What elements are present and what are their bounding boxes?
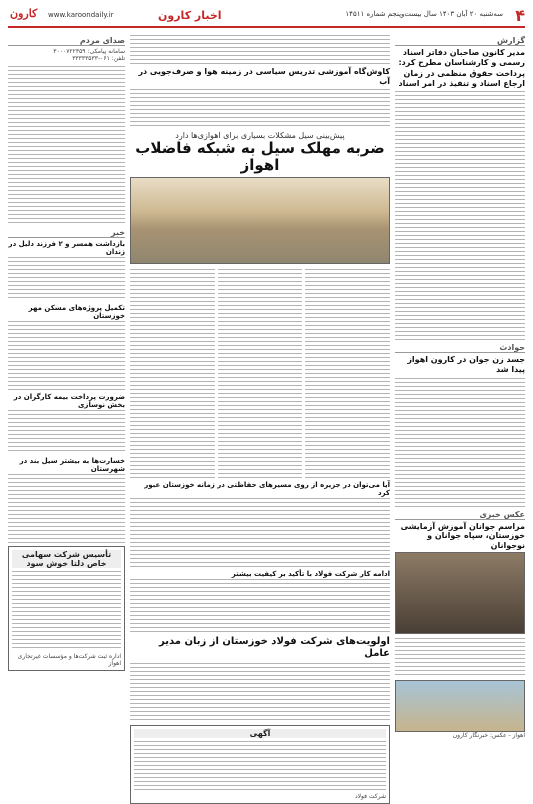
news-photo — [395, 552, 525, 634]
section-label: خبر — [8, 228, 125, 238]
masthead — [8, 6, 525, 28]
article-text — [8, 409, 125, 454]
headline: کاوش‌گاه آموزشی تدریس سیاسی در زمینه هوا و صرف‌جویی در آب — [138, 67, 390, 86]
article-text — [305, 268, 390, 478]
headline: خسارت‌ها به بیشتر سیل بند در شهرستان — [19, 457, 125, 473]
newspaper-logo: کارون — [10, 7, 38, 20]
phone-line: تلفن: ۰۶۱-۳۳۳۳۳۵۳۳ — [72, 55, 125, 62]
article-text — [130, 34, 390, 64]
right-column — [395, 34, 525, 772]
article-text — [8, 256, 125, 301]
ad-text — [134, 740, 386, 790]
section-title: اخبار کارون — [158, 9, 222, 22]
website: www.karoondaily.ir — [48, 11, 114, 19]
ad-box — [8, 546, 125, 671]
ad-footer: اداره ثبت شرکت‌ها و مؤسسات غیرتجاری اهواز — [17, 653, 121, 667]
kicker: پیش‌بینی سیل مشکلات بسیاری برای اهوازی‌ها دارد — [175, 131, 345, 141]
headline: جسد زن جوان در کارون اهواز پیدا شد — [407, 355, 525, 374]
section-label: صدای مردم — [8, 36, 125, 46]
headline: پرداخت حقوق منظمی در زمان ارجاع اسناد و تنفیذ در امر اسناد — [398, 69, 525, 88]
ad-title: تأسیس شرکت سهامی خاص دلتا خوش سود — [12, 550, 121, 568]
headline: ضرورت پرداخت بیمه کارگران در بخش نوسازی — [13, 393, 125, 409]
flood-photo — [130, 177, 390, 264]
article-text — [218, 268, 303, 478]
headline: مراسم جوانان آموزش آزمایشی خوزستان، سپاه جوانان و نوجوانان — [400, 521, 525, 550]
ad-footer: شرکت فولاد — [354, 793, 386, 801]
news-photo — [395, 680, 525, 732]
article-text — [8, 473, 125, 543]
article-text — [8, 65, 125, 225]
main-title: ضربه مهلک سیل به شبکه فاضلاب اهواز — [135, 139, 385, 174]
subheadline: آیا می‌توان در جزیره از روی مسیرهای حفاظتی در زمانه خوزستان عبور کرد — [144, 481, 390, 498]
subheadline: ادامه کار شرکت فولاد با تأکید بر کیفیت بیشتر — [231, 570, 390, 579]
left-column — [8, 34, 125, 772]
article-text — [130, 578, 390, 633]
article-text — [395, 637, 525, 677]
section-label: عکس خبری — [395, 510, 525, 520]
ad-box — [130, 725, 390, 804]
date-line: سه‌شنبه ۲۰ آبان ۱۴۰۳ سال بیست‌وپنجم شماره ۱۴۵۱۱ — [345, 10, 503, 18]
article-text — [395, 377, 525, 507]
article-text — [130, 497, 390, 567]
phone-line: سامانه پیامکی: ۳۰۰۰۷۲۲۳۵۹ — [53, 48, 125, 55]
section-label: حوادث — [395, 343, 525, 353]
page-number: ۴ — [515, 6, 525, 25]
headline: بازداشت همسر و ۲ فرزند دلیل در زندان — [8, 240, 125, 256]
article-text — [130, 662, 390, 722]
center-column — [130, 34, 390, 801]
article-text — [8, 320, 125, 390]
article-text — [130, 268, 215, 478]
headline: اولویت‌های شرکت فولاد خوزستان از زبان مدیر عامل — [159, 636, 390, 660]
article-text — [395, 90, 525, 340]
ad-label: آگهی — [134, 729, 386, 738]
article-text — [130, 88, 390, 128]
ad-text — [12, 570, 121, 650]
section-label: گزارش — [395, 36, 525, 46]
headline: مدیر کانون صاحبان دفاتر اسناد رسمی و کارشناسان مطرح کرد: — [398, 48, 525, 67]
headline: تکمیل پروژه‌های مسکن مهر خوزستان — [28, 304, 125, 320]
photo-caption: اهواز - عکس: خبرنگار کارون — [452, 732, 525, 740]
